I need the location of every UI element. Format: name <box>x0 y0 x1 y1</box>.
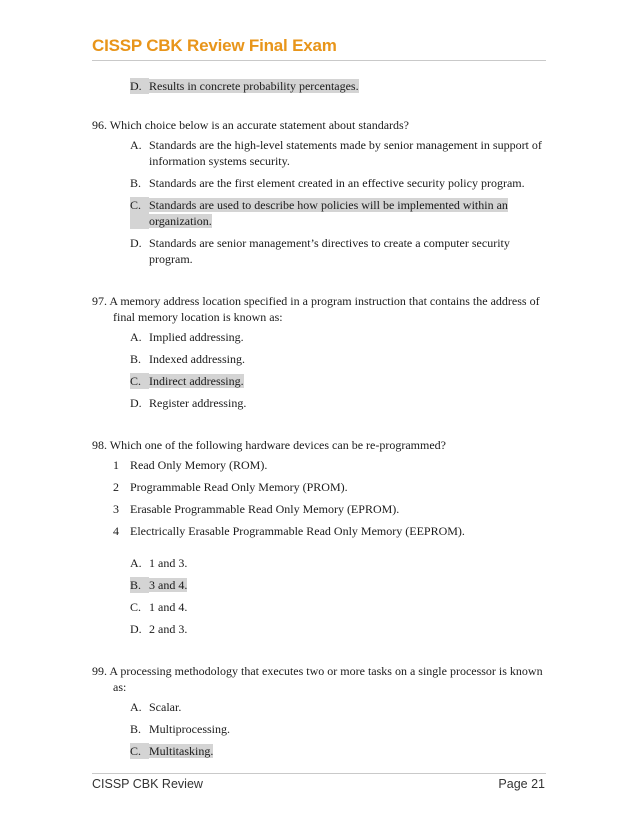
option-row: A. 1 and 3. <box>130 556 188 570</box>
option-row: C. 1 and 4. <box>130 600 188 614</box>
option-text: Results in concrete probability percentages. <box>149 79 359 93</box>
option-row: D. Standards are senior management’s directives to create a computer security program. <box>130 236 510 266</box>
option-row: B. Multiprocessing. <box>130 722 230 736</box>
question-99 <box>92 663 552 759</box>
option-row: D. 2 and 3. <box>130 622 188 636</box>
continued-options <box>130 78 552 94</box>
question-98 <box>92 437 552 637</box>
question-text: 97. A memory address location specified in a program instruction that contains the address of final memory location is known as: <box>92 294 540 324</box>
option-row: D. Register addressing. <box>130 396 247 410</box>
list-item: 2 Programmable Read Only Memory (PROM). <box>113 480 348 494</box>
question-text: 96. Which choice below is an accurate statement about standards? <box>92 118 410 132</box>
option-row-correct: B. 3 and 4. <box>130 578 188 592</box>
question-text: 99. A processing methodology that executes two or more tasks on a single processor is known as: <box>92 664 543 694</box>
option-row: A. Standards are the high-level statements made by senior management in support of information systems security. <box>130 138 542 168</box>
list-item: 3 Erasable Programmable Read Only Memory (EPROM). <box>113 502 400 516</box>
page-number: Page 21 <box>498 777 545 791</box>
option-row <box>130 78 552 94</box>
option-row-correct: C. Standards are used to describe how policies will be implemented within an organization. <box>130 198 508 228</box>
list-item: 1 Read Only Memory (ROM). <box>113 458 268 472</box>
list-item: 4 Electrically Erasable Programmable Read Only Memory (EEPROM). <box>113 524 465 538</box>
option-row-correct: C. Indirect addressing. <box>130 374 244 388</box>
option-row-correct: C. Multitasking. <box>130 744 214 758</box>
question-text: 98. Which one of the following hardware devices can be re-programmed? <box>92 438 446 452</box>
footer-rule <box>92 773 546 774</box>
header-rule <box>92 60 546 61</box>
option-row: A. Implied addressing. <box>130 330 244 344</box>
question-97 <box>92 293 552 411</box>
option-row: B. Standards are the first element created in an effective security policy program. <box>130 176 525 190</box>
numbered-list <box>113 457 552 539</box>
exam-content <box>92 74 552 759</box>
option-letter: D. <box>130 78 149 94</box>
option-row: A. Scalar. <box>130 700 182 714</box>
option-row: B. Indexed addressing. <box>130 352 245 366</box>
footer-title: CISSP CBK Review <box>92 777 203 791</box>
page-header-title: CISSP CBK Review Final Exam <box>92 36 337 55</box>
question-96 <box>92 117 552 267</box>
